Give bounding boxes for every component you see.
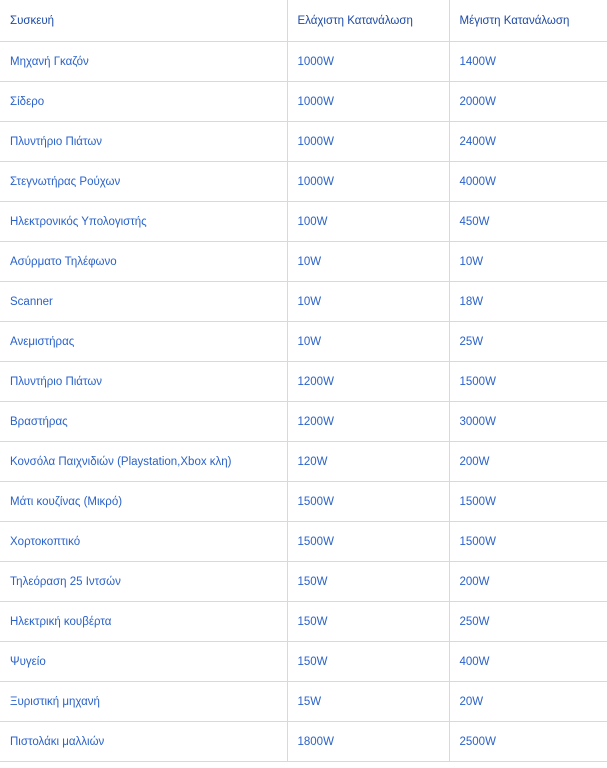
cell-max-consumption: 20W — [449, 682, 607, 722]
cell-appliance: Ηλεκτρική κουβέρτα — [0, 602, 287, 642]
table-row — [0, 82, 607, 122]
cell-min-consumption: 1500W — [287, 482, 449, 522]
table-row — [0, 682, 607, 722]
cell-max-consumption: 1500W — [449, 522, 607, 562]
cell-min-consumption: 1200W — [287, 362, 449, 402]
cell-min-consumption: 10W — [287, 282, 449, 322]
cell-appliance: Ηλεκτρονικός Υπολογιστής — [0, 202, 287, 242]
cell-appliance: Ασύρματο Τηλέφωνο — [0, 242, 287, 282]
cell-appliance: Ανεμιστήρας — [0, 322, 287, 362]
cell-min-consumption: 1500W — [287, 522, 449, 562]
cell-max-consumption: 2000W — [449, 82, 607, 122]
cell-max-consumption: 200W — [449, 562, 607, 602]
cell-min-consumption: 1000W — [287, 162, 449, 202]
table-header-row — [0, 0, 607, 42]
cell-max-consumption: 10W — [449, 242, 607, 282]
table-row — [0, 162, 607, 202]
table-row — [0, 322, 607, 362]
cell-appliance: Μηχανή Γκαζόν — [0, 42, 287, 82]
cell-appliance: Πλυντήριο Πιάτων — [0, 362, 287, 402]
cell-appliance: Ξυριστική μηχανή — [0, 682, 287, 722]
cell-min-consumption: 1800W — [287, 722, 449, 762]
cell-appliance: Χορτοκοπτικό — [0, 522, 287, 562]
cell-min-consumption: 10W — [287, 242, 449, 282]
cell-max-consumption: 2400W — [449, 122, 607, 162]
table-row — [0, 202, 607, 242]
cell-max-consumption: 18W — [449, 282, 607, 322]
header-max-consumption: Μέγιστη Κατανάλωση — [449, 0, 607, 42]
cell-appliance: Μάτι κουζίνας (Μικρό) — [0, 482, 287, 522]
cell-appliance: Βραστήρας — [0, 402, 287, 442]
cell-max-consumption: 1500W — [449, 362, 607, 402]
table-row — [0, 482, 607, 522]
table-row — [0, 402, 607, 442]
cell-min-consumption: 1000W — [287, 122, 449, 162]
cell-min-consumption: 1000W — [287, 82, 449, 122]
cell-appliance: Πιστολάκι μαλλιών — [0, 722, 287, 762]
cell-appliance: Scanner — [0, 282, 287, 322]
table-row — [0, 362, 607, 402]
cell-max-consumption: 1500W — [449, 482, 607, 522]
cell-appliance: Ψυγείο — [0, 642, 287, 682]
cell-appliance: Σίδερο — [0, 82, 287, 122]
cell-min-consumption: 100W — [287, 202, 449, 242]
header-min-consumption: Ελάχιστη Κατανάλωση — [287, 0, 449, 42]
table-row — [0, 42, 607, 82]
cell-max-consumption: 4000W — [449, 162, 607, 202]
cell-min-consumption: 150W — [287, 642, 449, 682]
cell-max-consumption: 400W — [449, 642, 607, 682]
table-row — [0, 122, 607, 162]
cell-min-consumption: 10W — [287, 322, 449, 362]
table-row — [0, 722, 607, 762]
cell-min-consumption: 1200W — [287, 402, 449, 442]
cell-max-consumption: 450W — [449, 202, 607, 242]
cell-max-consumption: 25W — [449, 322, 607, 362]
cell-max-consumption: 200W — [449, 442, 607, 482]
cell-appliance: Στεγνωτήρας Ρούχων — [0, 162, 287, 202]
table-row — [0, 642, 607, 682]
header-appliance: Συσκευή — [0, 0, 287, 42]
table-row — [0, 442, 607, 482]
cell-max-consumption: 2500W — [449, 722, 607, 762]
cell-appliance: Τηλεόραση 25 Ιντσών — [0, 562, 287, 602]
table-body — [0, 42, 607, 762]
cell-min-consumption: 1000W — [287, 42, 449, 82]
cell-appliance: Πλυντήριο Πιάτων — [0, 122, 287, 162]
cell-appliance: Κονσόλα Παιχνιδιών (Playstation,Xbox κλη) — [0, 442, 287, 482]
cell-min-consumption: 120W — [287, 442, 449, 482]
table-row — [0, 562, 607, 602]
table-row — [0, 282, 607, 322]
cell-max-consumption: 250W — [449, 602, 607, 642]
cell-min-consumption: 150W — [287, 562, 449, 602]
cell-max-consumption: 1400W — [449, 42, 607, 82]
cell-max-consumption: 3000W — [449, 402, 607, 442]
cell-min-consumption: 150W — [287, 602, 449, 642]
table-row — [0, 522, 607, 562]
cell-min-consumption: 15W — [287, 682, 449, 722]
table-row — [0, 242, 607, 282]
table-row — [0, 602, 607, 642]
